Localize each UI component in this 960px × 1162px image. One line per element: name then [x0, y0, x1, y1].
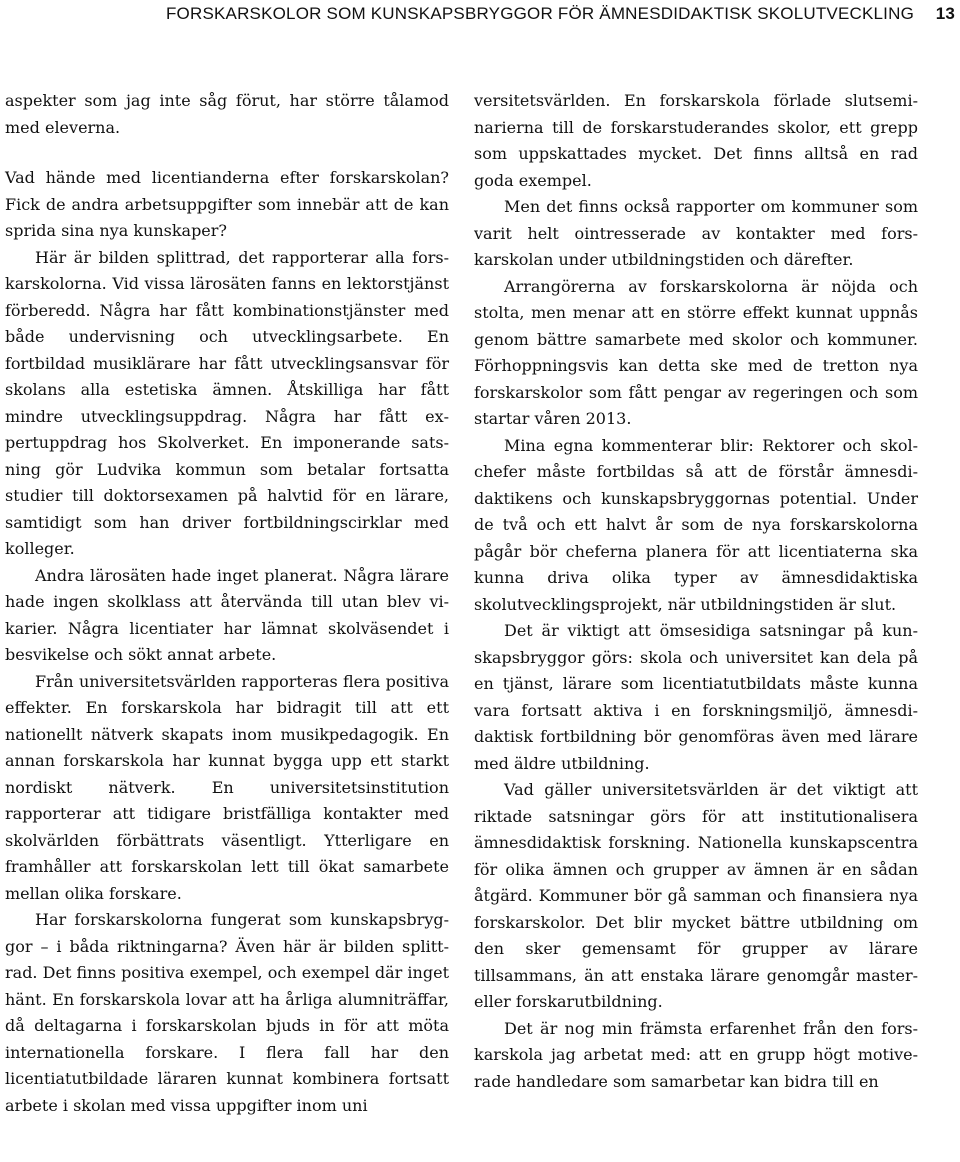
- paragraph: Mina egna kommenterar blir: Rektorer och skolchefer måste fortbildas så att de förstår ämnesdidaktikens och kunskapsbryggornas potential. Under de två och ett halvt år som de nya forskarskolorna pågår bör cheferna planera för att licentiaterna ska kunna driva olika typer av ämnesdidaktiska skolutvecklingsprojekt, när utbildningstiden är slut.: [474, 435, 918, 614]
- paragraph: Har forskarskolorna fungerat som kunskapsbryggor – i båda riktningarna? Även här är bilden splittrad. Det finns positiva exempel, och exempel där inget hänt. En forskarskola lovar att ha årliga alumniträffar, då deltagarna i forskarskolan bjuds in för att möta internationella forskare. I flera fall har den licentiatutbildade läraren kunnat kombinera fortsatt arbete i skolan med vissa uppgifter inom uni: [5, 910, 449, 1115]
- paragraph: Vad hände med licentianderna efter forskarskolan? Fick de andra arbetsuppgifter som innebär att de kan sprida sina nya kunskaper?: [5, 168, 449, 240]
- running-title: FORSKARSKOLOR SOM KUNSKAPSBRYGGOR FÖR ÄMNESDIDAKTISK SKOLUTVECKLING: [165, 4, 914, 23]
- paragraph: Det är viktigt att ömsesidiga satsningar på kunskapsbryggor görs: skola och universitet kan dela på en tjänst, lärare som licentiatutbildats måste kunna vara fortsatt aktiva i en forskningsmiljö, ämnesdidaktisk fortbildning bör genomföras även med lärare med äldre utbildning.: [474, 621, 918, 773]
- paragraph: Men det finns också rapporter om kommuner som varit helt ointresserade av kontakter med forskarskolan under utbildningstiden och därefter.: [474, 197, 918, 269]
- paragraph: Det är nog min främsta erfarenhet från den forskarskola jag arbetat med: att en grupp högt motiverade handledare som samarbetar kan bidra till en: [474, 1018, 918, 1091]
- running-header: [0, 0, 960, 36]
- paragraph: Vad gäller universitetsvärlden är det viktigt att riktade satsningar görs för att institutionaliserа ämnesdidaktisk forskning. Nationella kunskapscentra för olika ämnen och grupper av ämnen är en sådan åtgärd. Kommuner bör gå samman och finansiera nya forskarskolor. Det blir mycket bättre utbildning om den sker gemensamt för grupper av lärare tillsammans, än att enstaka lärare genomgår master- eller forskarutbildning.: [474, 780, 918, 1011]
- paragraph: Här är bilden splittrad, det rapporterar alla forskarskolorna. Vid vissa lärosäten fanns en lektorstjänst förberedd. Några har fått kombinationstjänster med både undervisning och utvecklingsarbete. En fortbildad musiklärare har fått utvecklingsansvar för skolans alla estetiska ämnen. Åtskilliga har fått mindre utvecklingsuppdrag. Några har fått expertuppdrag hos Skolverket. En imponerande satsning gör Ludvika kommun som betalar fortsatta studier till doktorsexamen på halvtid för en lärare, samtidigt som han driver fortbildningscirklar med kolleger.: [5, 247, 449, 558]
- paragraph: aspekter som jag inte såg förut, har större tålamod med eleverna.: [5, 91, 449, 137]
- paragraph: Andra lärosäten hade inget planerat. Några lärare hade ingen skolklass att återvända till utan blev vikarier. Några licentiater har lämnat skolväsendet i besvikelse och sökt annat arbete.: [5, 565, 449, 664]
- paragraph: versitetsvärlden. En forskarskola förlade slutseminarierna till de forskarstuderandes skolor, ett grepp som uppskattades mycket. Det finns alltså en rad goda exempel.: [474, 91, 918, 190]
- right-column: [474, 88, 918, 1095]
- paragraph: Arrangörerna av forskarskolorna är nöjda och stolta, men menar att en större effekt kunnat uppnås genom bättre samarbete med skolor och kommuner. Förhoppningsvis kan detta ske med de tretton nya forskarskolor som fått pengar av regeringen och som startar våren 2013.: [474, 276, 918, 428]
- paragraph: Från universitetsvärlden rapporteras flera positiva effekter. En forskarskola har bidragit till att ett nationellt nätverk skapats inom musikpedagogik. En annan forskarskola har kunnat bygga upp ett starkt nordiskt nätverk. En universitetsinstitution rapporterar att tidigare bristfälliga kontakter med skolvärlden förbättrats väsentligt. Ytterligare en framhåller att forskarskolan lett till ökat samarbete mellan olika forskare.: [5, 671, 449, 903]
- page-number: 13: [935, 4, 955, 23]
- left-column: [5, 88, 449, 1119]
